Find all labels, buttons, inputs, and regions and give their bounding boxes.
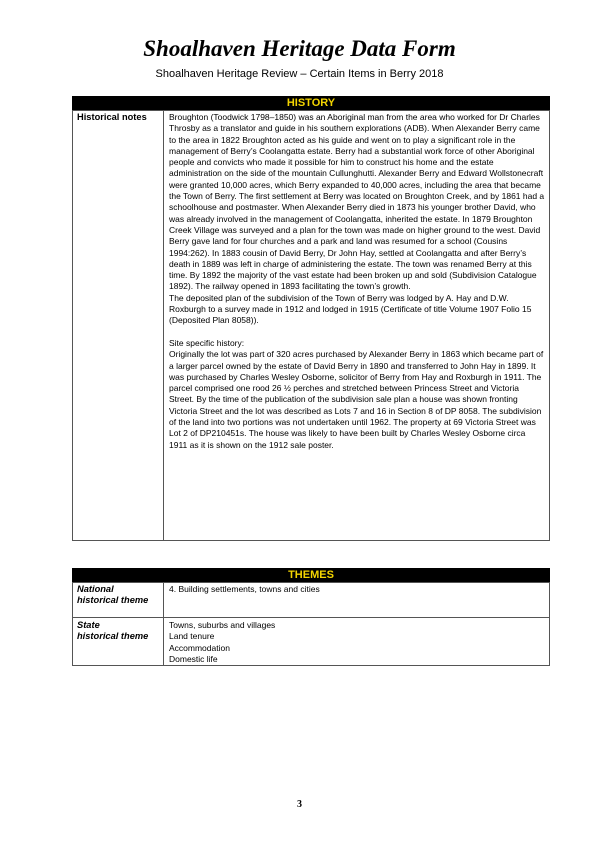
state-theme-item: Domestic life (169, 653, 218, 664)
page-title: Shoalhaven Heritage Data Form (143, 36, 456, 61)
history-paragraph-1: Broughton (Toodwick 1798–1850) was an Aboriginal man from the area who worked for Dr Charles Throsby as a translator and guide in his southern explorations (ADB). When Alexander Berry came to the area in 1822 Broughton acted as his guide and went on to play a significant role in the management of Berry’s Coolangatta estate. Berry had a substantial work force of other Aboriginal people and convicts who made it possible for him to construct his home and the estate administration on the side of the mountain Cullunghutti. Alexander Berry and Edward Wollstonecraft were granted 10,000 acres, which Berry expanded to 40,000 acres, including the area that became the Town of Berry. The first settlement at Berry was located on Broughton Creek, and by 1861 had a schoolhouse and postmaster. When Alexander Berry died in 1873 his younger brother David, who was already involved in the management of Coolangatta, inherited the estate. In 1879 Broughton Creek Village was surveyed and a plan for the town was made on higher ground to the west. David Berry gave land for four churches and a park and land was resumed for a school (Cousins 1994:262). In 1883 cousin of David Berry, Dr John Hay, settled at Coolangatta and after Berry’s death in 1889 was left in charge of administering the estate. The town was renamed Berry at this time. By 1892 the majority of the vast estate had been broken up and sold (Subdivision Catalogue 1892). The railway opened in 1893 facilitating the town’s growth. (169, 112, 545, 292)
history-paragraph-2: The deposited plan of the subdivision of the Town of Berry was lodged by A. Hay and D.W. Roxburgh to a survey made in 1912 and lodged in 1915 (Certificate of title Volume 1907 Folio 15 (Deposited Plan 8058)). (169, 292, 532, 326)
column-divider (163, 111, 164, 540)
history-heading: HISTORY (72, 96, 550, 110)
history-table (72, 110, 550, 541)
row-divider (73, 617, 549, 618)
national-label-line-2: historical theme (77, 595, 149, 606)
state-theme-item: Accommodation (169, 642, 230, 653)
state-label-line-1: State (77, 620, 100, 630)
page-number: 3 (297, 799, 302, 810)
state-theme-item: Land tenure (169, 631, 215, 642)
themes-table (72, 582, 550, 666)
national-theme-label (73, 583, 163, 608)
site-history-heading: Site specific history: (169, 337, 245, 348)
history-paragraph-3: Originally the lot was part of 320 acres purchased by Alexander Berry in 1863 which became part of a larger parcel owned by the estate of David Berry in 1890 and transferred to John Hay in 1899. It was purchased by Charles Wesley Osborne, solicitor of Berry from Hay and Roxburgh in 1911. The parcel comprised one rood 26 ½ perches and stretched between Princess Street and Victoria Street. By the time of the publication of the subdivision sale plan a house was shown fronting Victoria Street and the lot was described as Lots 7 and 16 in Section 8 of DP 8058. The subdivision of the land into two portions was not undertaken until 1962. The property at 69 Victoria Street was Lot 2 of DP210451s. The house was likely to have been built by Charles Wesley Osborne circa 1911 as it is shown on the 1912 sale poster. (169, 349, 544, 450)
national-label-line-1: National (77, 584, 114, 594)
themes-heading: THEMES (72, 568, 550, 582)
state-theme-item: Towns, suburbs and villages (169, 620, 276, 630)
page-subtitle: Shoalhaven Heritage Review – Certain Items in Berry 2018 (155, 68, 444, 80)
column-divider (163, 583, 164, 665)
state-theme-label (73, 619, 163, 644)
state-label-line-2: historical theme (77, 631, 149, 642)
historical-notes-label: Historical notes (77, 112, 147, 122)
historical-notes-content (169, 112, 545, 451)
state-theme-values (169, 620, 545, 665)
national-theme-value: 4. Building settlements, towns and cities (169, 584, 320, 594)
